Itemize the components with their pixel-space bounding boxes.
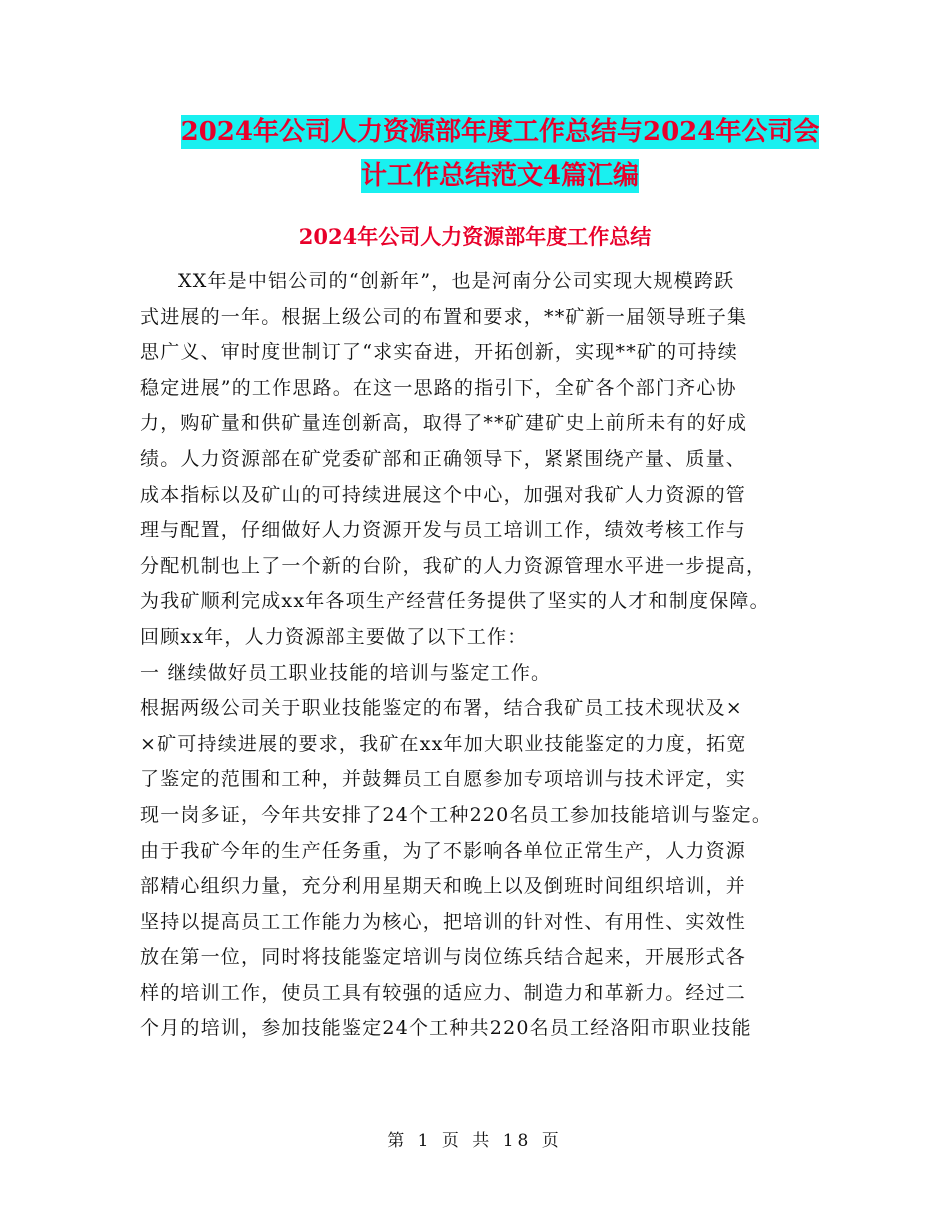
- body-line: 成本指标以及矿山的可持续进展这个中心，加强对我矿人力资源的管: [140, 483, 747, 506]
- section-title: 2024年公司人力资源部年度工作总结: [298, 224, 652, 249]
- body-text: [140, 264, 820, 1047]
- body-line: 回顾xx年，人力资源部主要做了以下工作：: [140, 625, 528, 648]
- body-line: 理与配置，仔细做好人力资源开发与员工培训工作，绩效考核工作与: [140, 519, 747, 542]
- main-title-highlight-2: 计工作总结范文4篇汇编: [360, 161, 640, 191]
- body-line: 思广义、审时度世制订了“求实奋进，开拓创新，实现**矿的可持续: [140, 341, 738, 364]
- page-footer: 第 1 页 共 18 页: [387, 1131, 563, 1151]
- body-line: 放在第一位，同时将技能鉴定培训与岗位练兵结合起来，开展形式各: [140, 946, 747, 969]
- main-title-highlight-1: 2024年公司人力资源部年度工作总结与2024年公司会: [180, 117, 820, 147]
- body-line: 由于我矿今年的生产任务重，为了不影响各单位正常生产，人力资源: [140, 839, 747, 862]
- body-line: 现一岗多证，今年共安排了24个工种220名员工参加技能培训与鉴定。: [140, 803, 773, 826]
- body-line: 了鉴定的范围和工种，并鼓舞员工自愿参加专项培训与技术评定，实: [140, 768, 747, 791]
- body-line: 样的培训工作，使员工具有较强的适应力、制造力和革新力。经过二: [140, 981, 747, 1004]
- main-title-line-2: [150, 154, 850, 198]
- body-line: ×矿可持续进展的要求，我矿在xx年加大职业技能鉴定的力度，拓宽: [140, 732, 747, 755]
- body-line: 绩。人力资源部在矿党委矿部和正确领导下，紧紧围绕产量、质量、: [140, 447, 747, 470]
- body-line: 稳定进展”的工作思路。在这一思路的指引下，全矿各个部门齐心协: [140, 376, 737, 399]
- body-line: XX年是中铝公司的“创新年”，也是河南分公司实现大规模跨跃: [178, 270, 735, 292]
- body-line: 根据两级公司关于职业技能鉴定的布署，结合我矿员工技术现状及×: [140, 697, 743, 720]
- main-title-line-1: [150, 110, 850, 154]
- body-line: 分配机制也上了一个新的台阶，我矿的人力资源管理水平进一步提高，: [140, 554, 767, 577]
- body-line: 为我矿顺利完成xx年各项生产经营任务提供了坚实的人才和制度保障。: [140, 590, 770, 613]
- body-line: 坚持以提高员工工作能力为核心，把培训的针对性、有用性、实效性: [140, 910, 747, 933]
- body-line: 一 继续做好员工职业技能的培训与鉴定工作。: [140, 661, 552, 684]
- body-line: 部精心组织力量，充分利用星期天和晚上以及倒班时间组织培训，并: [140, 875, 747, 898]
- body-line: 个月的培训，参加技能鉴定24个工种共220名员工经洛阳市职业技能: [140, 1017, 752, 1040]
- body-line: 力，购矿量和供矿量连创新高，取得了**矿建矿史上前所未有的好成: [140, 412, 748, 435]
- body-line: 式进展的一年。根据上级公司的布置和要求，**矿新一届领导班子集: [140, 305, 748, 328]
